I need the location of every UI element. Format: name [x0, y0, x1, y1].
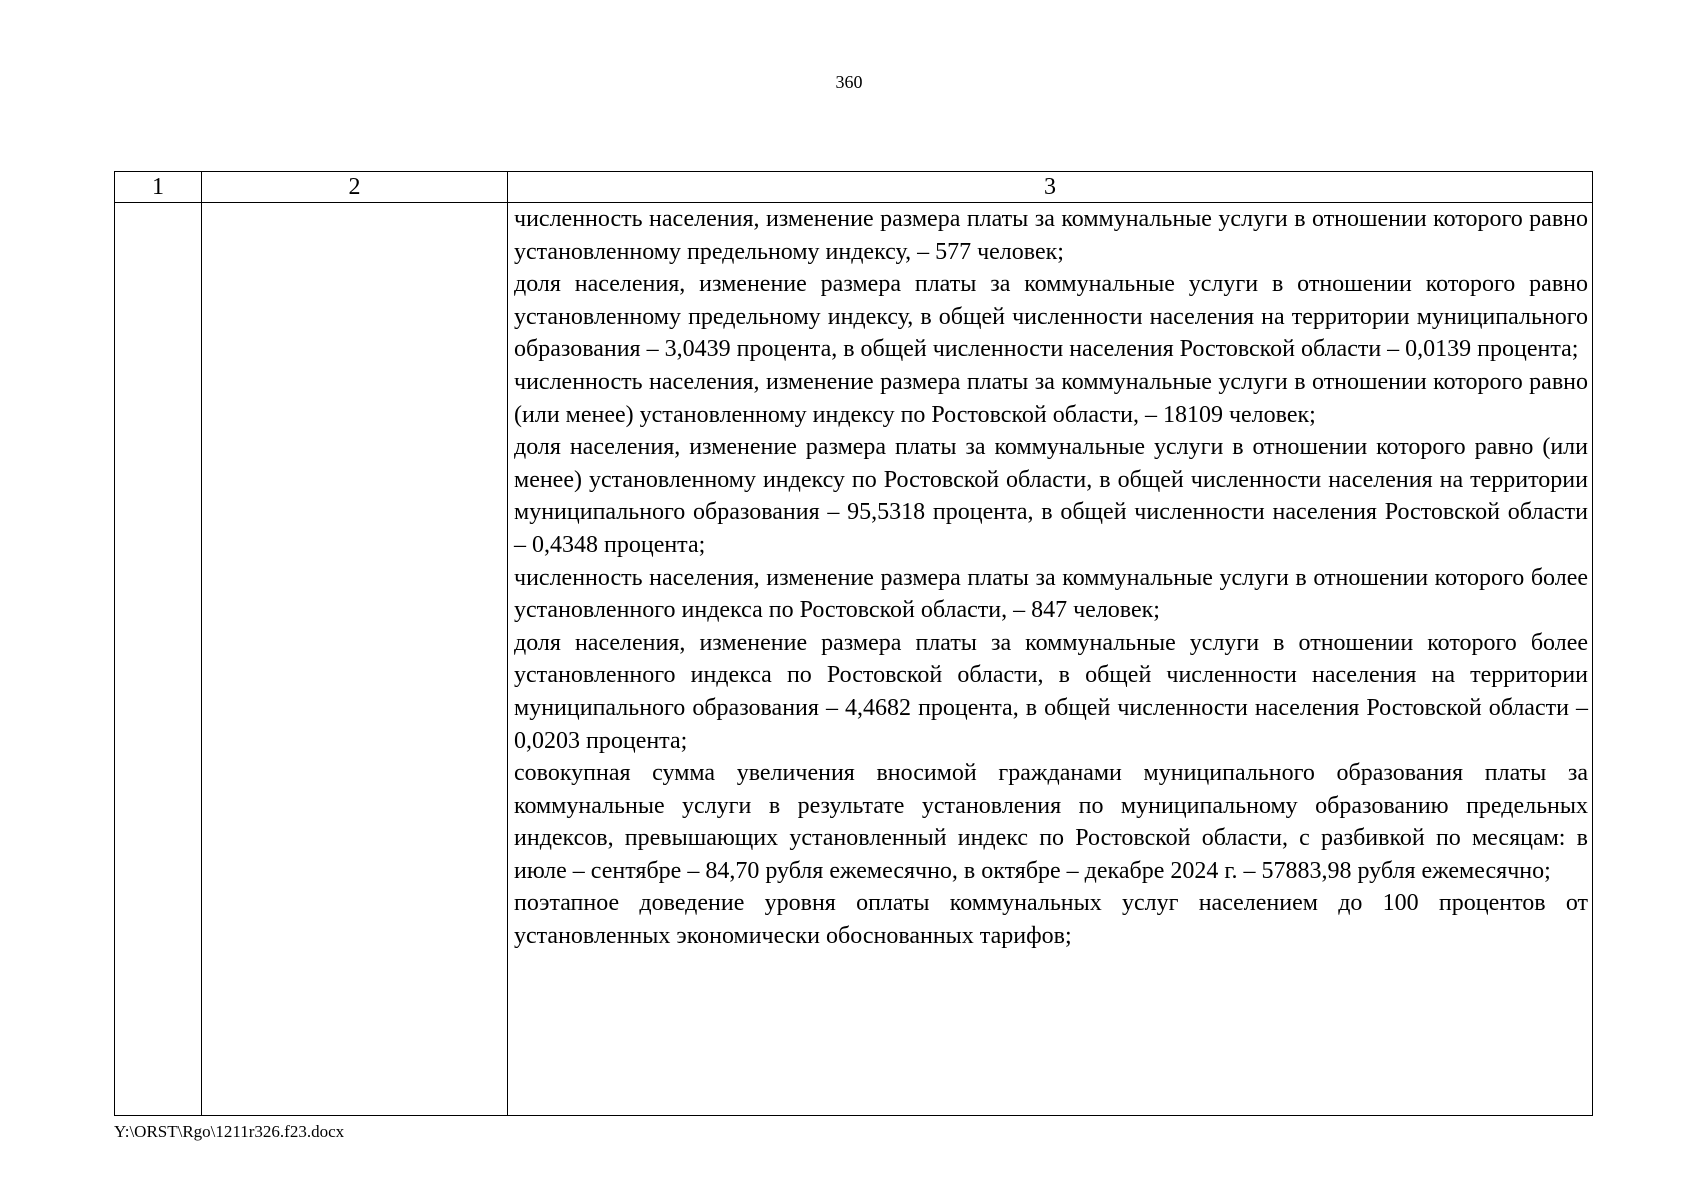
page-number: 360 [835, 72, 863, 92]
footer-file-path: Y:\ORST\Rgo\1211r326.f23.docx [114, 1122, 345, 1141]
column-header-1: 1 [115, 172, 202, 203]
paragraph-6: доля населения, изменение размера платы за коммунальные услуги в отношении которого более установленного индекса по Ростовской области, в общей численности населения на территории муниципального образования – 4,4682 процента, в общей численности населения Ростовской области – 0,0203 процента; [514, 629, 1588, 754]
paragraph-1: численность населения, изменение размера платы за коммунальные услуги в отношении которого равно установленному предельному индексу, – 577 человек; [514, 206, 1588, 265]
column-header-3: 3 [508, 172, 1593, 203]
table-row [115, 203, 1593, 1116]
column-header-2: 2 [202, 172, 508, 203]
paragraph-5: численность населения, изменение размера платы за коммунальные услуги в отношении которого более установленного индекса по Ростовской области, – 847 человек; [514, 564, 1588, 624]
cell-column-1 [115, 203, 202, 1116]
paragraph-3: численность населения, изменение размера платы за коммунальные услуги в отношении которого равно (или менее) установленному индексу по Ростовской области, – 18109 человек; [514, 368, 1588, 428]
paragraph-7: совокупная сумма увеличения вносимой гражданами муниципального образования платы за коммунальные услуги в результате установления по муниципальному образованию предельных индексов, превышающих установленный индекс по Ростовской области, с разбивкой по месяцам: в июле – сентябре – 84,70 рубля ежемесячно, в октябре – декабре 2024 г. – 57883,98 рубля ежемесячно; [514, 760, 1588, 884]
paragraph-4: доля населения, изменение размера платы за коммунальные услуги в отношении которого равно (или менее) установленному индексу по Ростовской области, в общей численности населения на территории муниципального образования – 95,5318 процента, в общей численности населения Ростовской области – 0,4348 процента; [514, 434, 1588, 558]
paragraph-8: поэтапное доведение уровня оплаты коммунальных услуг населением до 100 процентов от установленных экономически обоснованных тарифов; [514, 890, 1588, 950]
paragraph-2: доля населения, изменение размера платы за коммунальные услуги в отношении которого равно установленному предельному индексу, в общей численности населения на территории муниципального образования – 3,0439 процента, в общей численности населения Ростовской области – 0,0139 процента; [514, 271, 1588, 363]
cell-column-3 [508, 203, 1593, 1116]
document-table [114, 171, 1593, 1116]
cell-column-2 [202, 203, 508, 1116]
table-header-row [115, 172, 1593, 203]
